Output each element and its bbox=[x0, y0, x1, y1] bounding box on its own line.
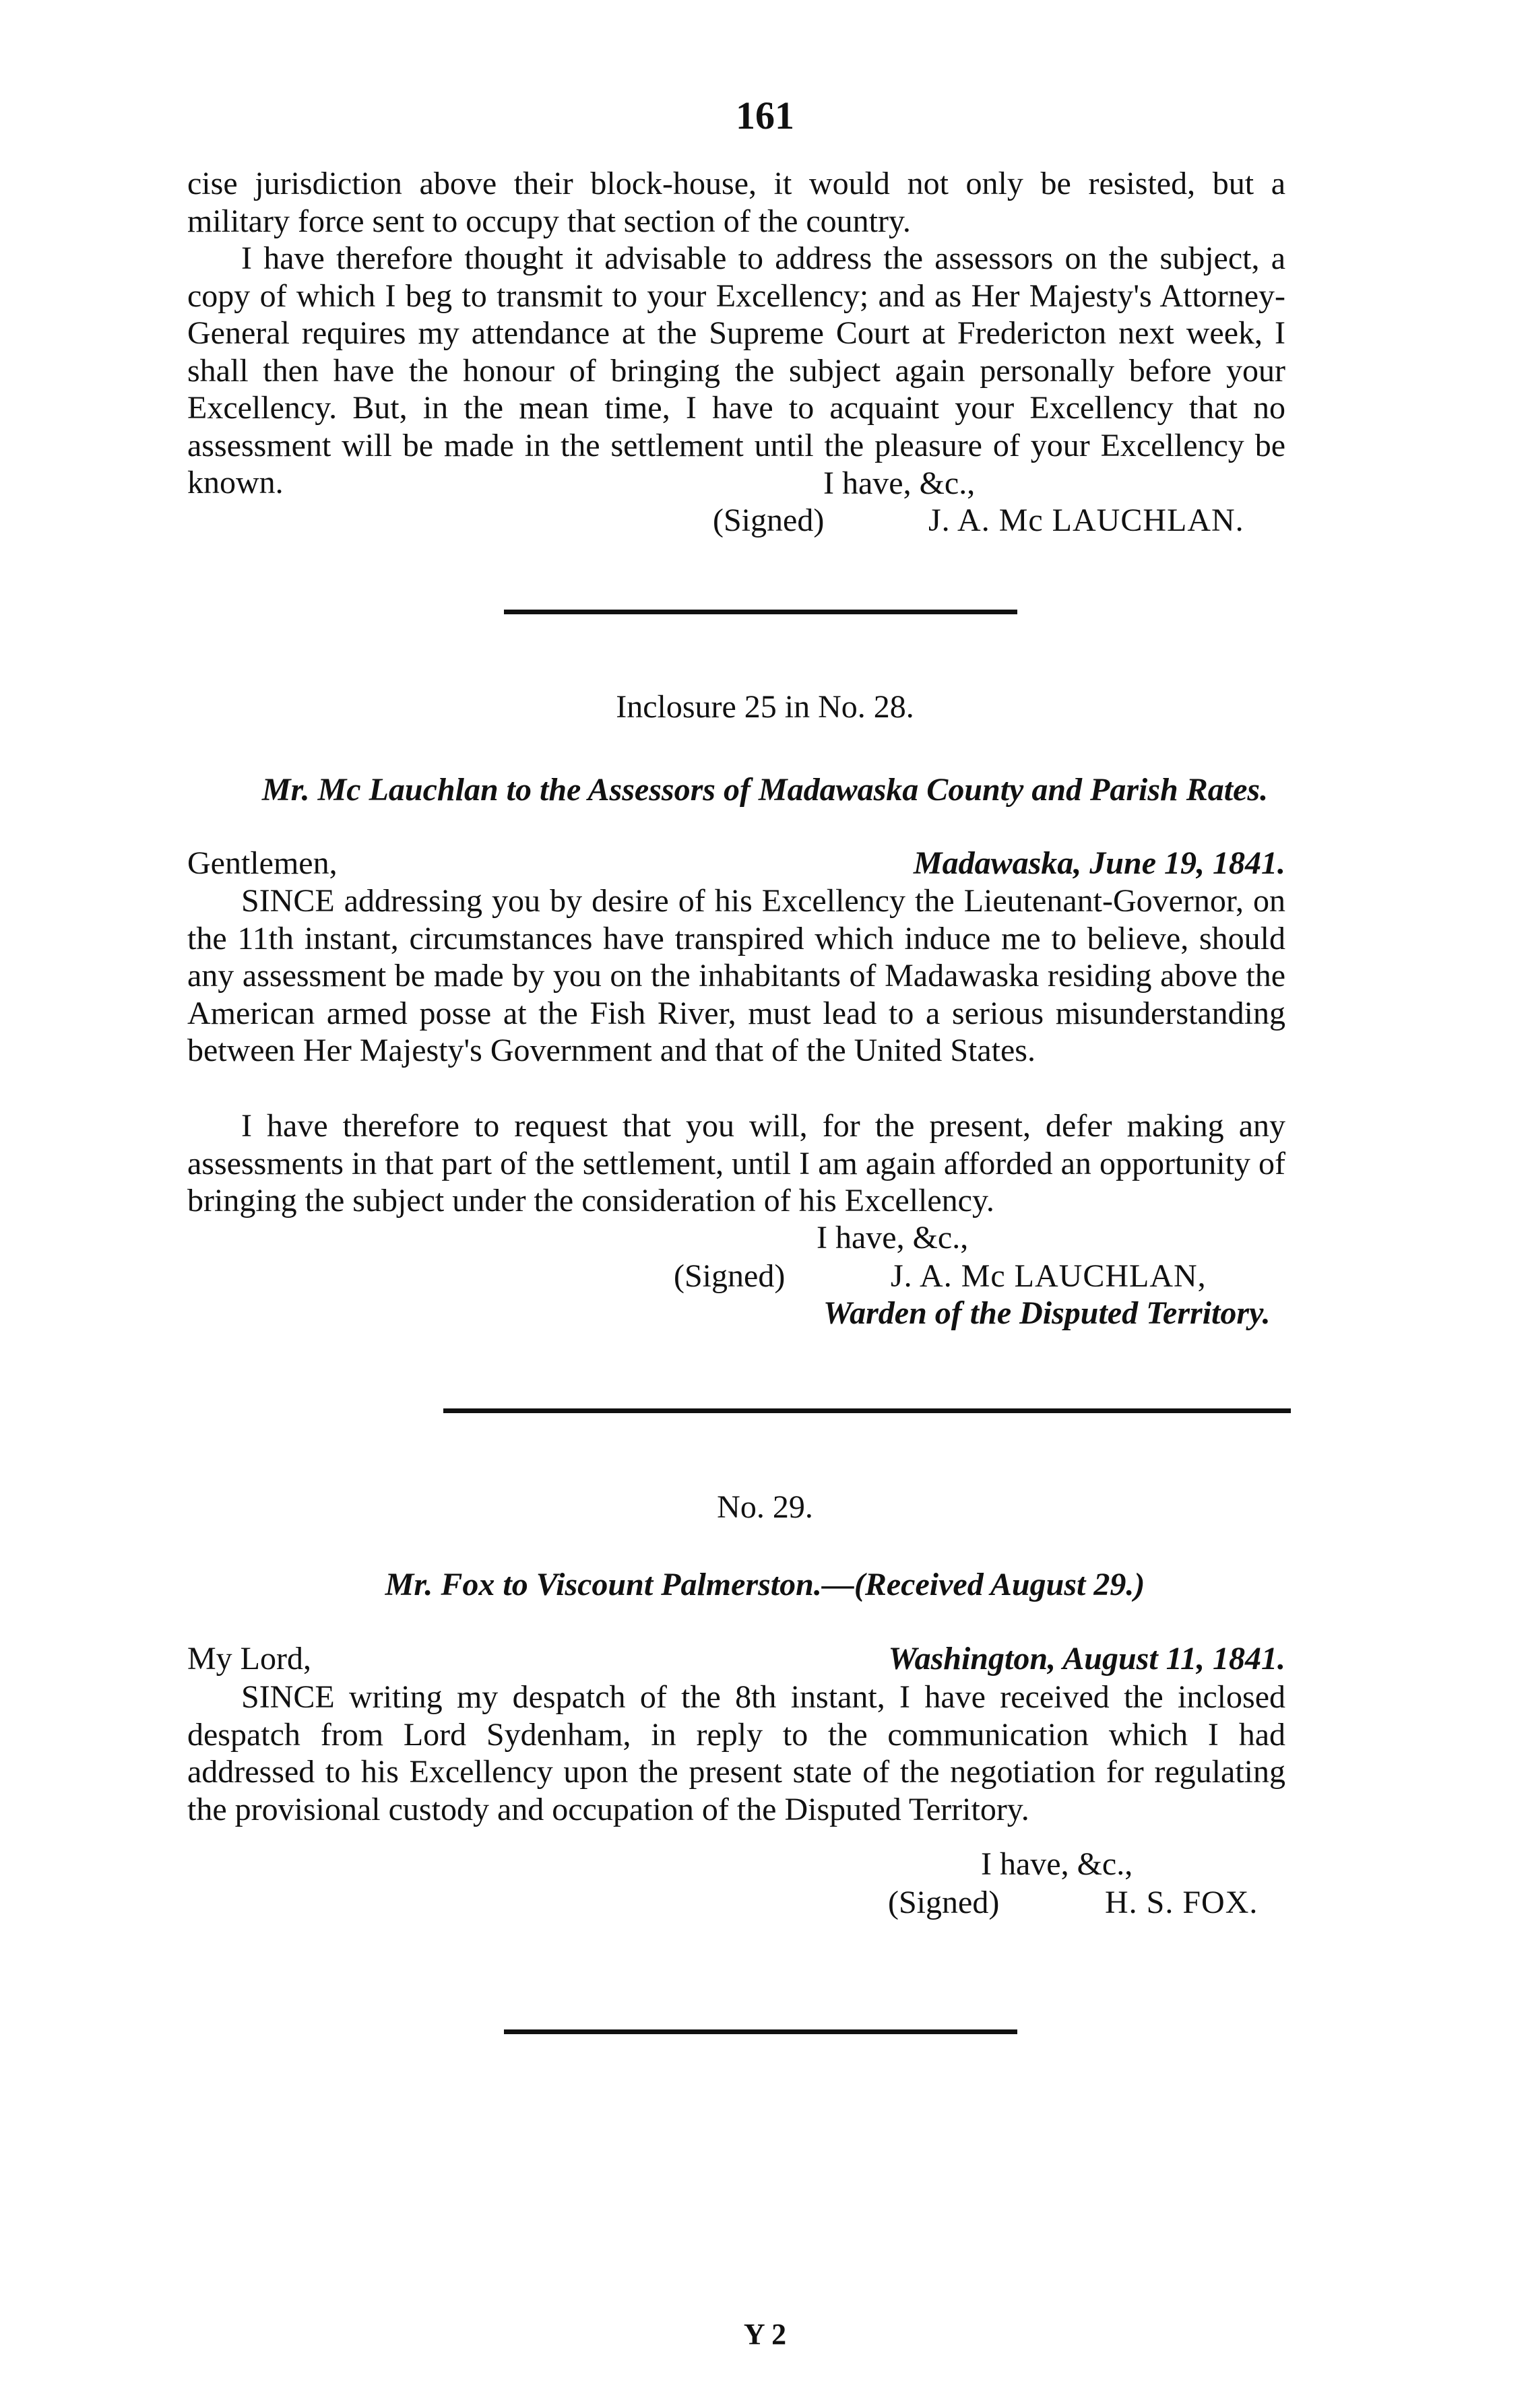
section-divider bbox=[504, 2029, 1017, 2034]
closing-line: I have, &c., bbox=[981, 1846, 1133, 1882]
salutation: My Lord, bbox=[187, 1641, 311, 1677]
document-heading: No. 29. bbox=[717, 1489, 813, 1525]
closing-line: I have, &c., bbox=[823, 465, 976, 501]
signer-name: H. S. FOX. bbox=[1105, 1885, 1258, 1920]
place-date: Washington, August 11, 1841. bbox=[888, 1641, 1285, 1677]
signature-mark: Y 2 bbox=[743, 2318, 787, 2351]
signed-label: (Signed) bbox=[674, 1258, 786, 1294]
body-paragraph: SINCE writing my despatch of the 8th instant, I have received the inclosed despatch from Lord Sydenham, in reply to the communication which I had addressed to his Excellency upon the present state of the negotiation for regulating the provisional custody and occupation of the Disputed Territory. bbox=[187, 1679, 1285, 1827]
place-date: Madawaska, June 19, 1841. bbox=[913, 845, 1285, 881]
body-paragraph: SINCE addressing you by desire of his Excellency the Lieutenant-Governor, on the 11th instant, circumstances have transpired which induce me to believe, should any assessment be made by you on the inhabitants of Madawaska residing above the American armed posse at the Fish River, must lead to a serious misunderstanding between Her Majesty's Government and that of the United States. bbox=[187, 883, 1285, 1068]
signer-name: J. A. Mc LAUCHLAN, bbox=[891, 1258, 1207, 1294]
body-paragraph: I have therefore to request that you will, for the present, defer making any assessments in that part of the settlement, until I am again afforded an opportunity of bringing the subject under the consideration of his Excellency. bbox=[187, 1108, 1285, 1218]
section-divider bbox=[504, 610, 1017, 614]
document-subtitle: Mr. Fox to Viscount Palmerston.—(Received August 29.) bbox=[385, 1567, 1145, 1602]
page-number: 161 bbox=[736, 94, 794, 137]
signer-title: Warden of the Disputed Territory. bbox=[823, 1295, 1271, 1331]
signer-name: J. A. Mc LAUCHLAN. bbox=[928, 502, 1244, 538]
signed-label: (Signed) bbox=[713, 502, 825, 538]
body-paragraph: I have therefore thought it advisable to address the assessors on the subject, a copy of which I beg to transmit to your Excellency; and as Her Majesty's Attorney-General requires my attendance at the Supreme Court at Fredericton next week, I shall then have the honour of bringing the subject again personally before your Excellency. But, in the mean time, I have to acquaint your Excellency that no assessment will be made in the settlement until the pleasure of your Excellency be known. bbox=[187, 240, 1285, 500]
inclosure-subtitle: Mr. Mc Lauchlan to the Assessors of Madawaska County and Parish Rates. bbox=[261, 772, 1269, 808]
inclosure-heading: Inclosure 25 in No. 28. bbox=[616, 689, 914, 725]
closing-line: I have, &c., bbox=[817, 1220, 969, 1256]
signed-label: (Signed) bbox=[888, 1885, 1000, 1920]
continuation-paragraph: cise jurisdiction above their block-house, it would not only be resisted, but a military force sent to occupy that section of the country. bbox=[187, 166, 1285, 239]
section-divider bbox=[443, 1408, 1291, 1413]
salutation: Gentlemen, bbox=[187, 845, 338, 881]
